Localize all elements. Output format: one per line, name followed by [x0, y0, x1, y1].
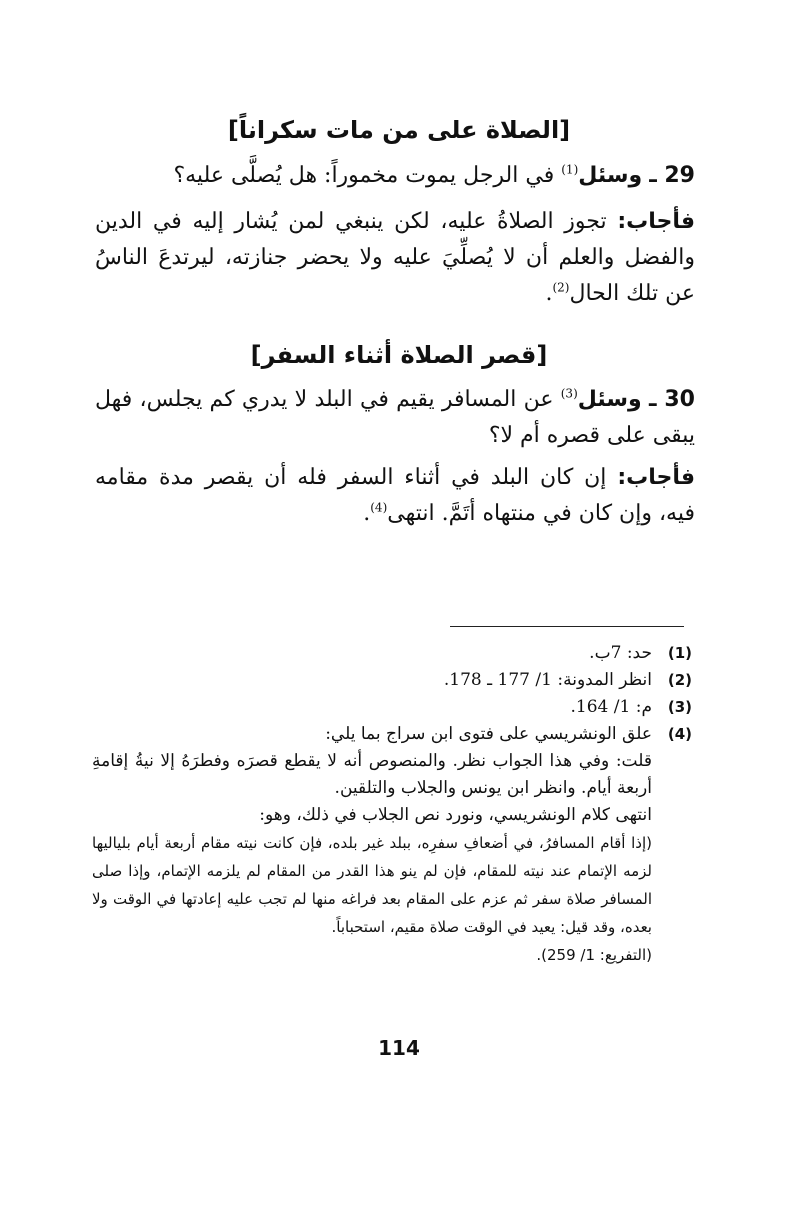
footnote-4-intro: انتهى كلام الونشريسي، ونورد نص الجلاب في ذلك، وهو:: [259, 805, 652, 825]
page-number: 114: [378, 1036, 420, 1060]
footnote-ref: (4): [370, 500, 388, 515]
footnote-ref: (1): [561, 162, 579, 177]
footnote-4: [92, 721, 692, 748]
footnote-3: [92, 694, 692, 721]
section-heading-1: [الصلاة على من مات سكراناً]: [227, 116, 571, 144]
question-label: وسئل: [577, 387, 642, 412]
footnote-number: (2): [667, 671, 692, 689]
answer-text: تجوز الصلاةُ عليه، لكن ينبغي لمن يُشار إليه في الدين والفضل والعلم أن لا يُصلِّيَ عليه ولا يحضر جنازته، ليرتدعَ الناسُ عن تلك الحال: [95, 209, 695, 306]
footnote-2: [92, 667, 692, 694]
question-29: [95, 158, 695, 194]
answer-label: فأجاب:: [617, 209, 695, 234]
footnote-number: (4): [667, 725, 692, 743]
answer-text: إن كان البلد في أثناء السفر فله أن يقصر مدة مقامه فيه، وإن كان في منتهاه أتَمَّ. انتهى: [95, 465, 695, 526]
footnotes: [92, 640, 692, 969]
footnote-text: حد: 7ب.: [589, 643, 652, 663]
question-30: [95, 382, 695, 454]
footnote-ref: (2): [552, 280, 570, 295]
footnote-4-source: (التفريع: 1/ 259).: [536, 946, 652, 964]
answer-label: فأجاب:: [617, 465, 695, 490]
question-number: 29 ـ: [649, 163, 695, 188]
footnote-number: (3): [667, 698, 692, 716]
answer-30: [95, 460, 695, 532]
footnote-4-comment: قلت: وفي هذا الجواب نظر. والمنصوص أنه لا يقطع قصرَه وفطرَهُ إلا نيةُ إقامةِ أربعة أيام. وانظر ابن يونس والجلاب والتلقين.: [92, 751, 652, 798]
footnote-text: م: 1/ 164.: [570, 697, 652, 717]
section-heading-2: [قصر الصلاة أثناء السفر]: [250, 341, 548, 369]
answer-29: [95, 204, 695, 312]
footnote-number: (1): [667, 644, 692, 662]
question-label: وسئل: [578, 163, 643, 188]
footnote-ref: (3): [560, 386, 578, 401]
question-text: في الرجل يموت مخموراً: هل يُصلَّى عليه؟: [173, 163, 555, 188]
answer-end: .: [545, 281, 553, 306]
footnote-text: علق الونشريسي على فتوى ابن سراج بما يلي:: [325, 724, 652, 744]
question-number: 30 ـ: [648, 387, 695, 412]
footnote-text: انظر المدونة: 1/ 177 ـ 178.: [443, 670, 652, 690]
question-text: عن المسافر يقيم في البلد لا يدري كم يجلس، فهل يبقى على قصره أم لا؟: [95, 387, 695, 448]
footnote-1: [92, 640, 692, 667]
footnote-separator: [450, 626, 684, 627]
answer-end: .: [363, 501, 371, 526]
footnote-4-quote: (إذا أقام المسافرُ، في أضعافِ سفرِه، ببلد غير بلده، فإن كانت نيته مقام أربعة أيام بلياليها لزمه الإتمام عند نيته للمقام، فإن لم ينو هذا القدر من المقام لم يلزمه الإتمام، وإذا صلى المسافر صلاة سفر ثم عزم على المقام بعد فراغه منها لم تجب عليه إعادتها في الوقت ولا بعده، وقد قيل: يعيد في الوقت صلاة مقيم، استحباباً.: [92, 834, 652, 936]
